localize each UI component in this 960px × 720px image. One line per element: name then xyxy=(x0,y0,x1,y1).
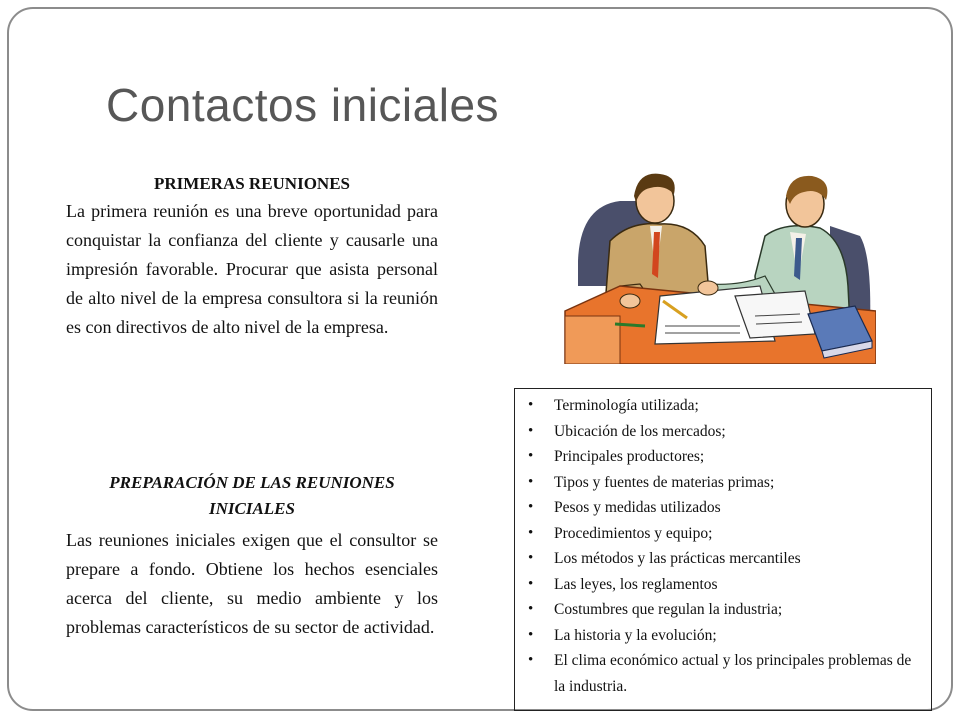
bullet-item xyxy=(521,393,921,419)
bullet-item xyxy=(521,623,921,649)
bullet-dot-icon: • xyxy=(528,626,534,643)
bullet-text: Terminología utilizada; xyxy=(554,397,699,414)
bullet-text: Pesos y medidas utilizados xyxy=(554,499,721,516)
section-heading: PREPARACIÓN DE LAS REUNIONES INICIALES xyxy=(109,473,395,518)
section-paragraph: Las reuniones iniciales exigen que el consultor se prepare a fondo. Obtiene los hechos esenciales acerca del cliente, su medio ambiente y los problemas característicos de su sector de actividad. xyxy=(66,530,438,637)
bullet-text: Tipos y fuentes de materias primas; xyxy=(554,473,775,491)
section-heading: PRIMERAS REUNIONES xyxy=(154,174,350,193)
bullet-item xyxy=(521,470,921,496)
business-meeting-clipart xyxy=(560,166,876,364)
bullet-list xyxy=(521,393,921,699)
bullet-item xyxy=(521,419,921,445)
bullet-item xyxy=(521,572,921,598)
bullet-item xyxy=(521,546,921,572)
bullet-item xyxy=(521,521,921,547)
bullet-item xyxy=(521,444,921,470)
bullet-dot-icon: • xyxy=(528,575,534,592)
bullet-dot-icon: • xyxy=(528,652,534,668)
section-preparacion xyxy=(66,470,438,642)
bullet-dot-icon: • xyxy=(528,601,534,617)
bullet-item xyxy=(521,648,921,699)
checklist-box xyxy=(514,388,932,711)
bullet-dot-icon: • xyxy=(528,550,534,566)
bullet-item xyxy=(521,597,921,623)
bullet-text: La historia y la evolución; xyxy=(554,626,717,644)
bullet-text: Ubicación de los mercados; xyxy=(554,422,726,440)
bullet-text: Principales productores; xyxy=(554,448,705,465)
slide-title: Contactos iniciales xyxy=(106,79,500,131)
bullet-dot-icon: • xyxy=(528,448,534,464)
bullet-dot-icon: • xyxy=(528,397,534,413)
section-primeras-reuniones xyxy=(66,171,438,342)
bullet-dot-icon: • xyxy=(528,473,534,490)
bullet-text: El clima económico actual y los principales problemas de la industria. xyxy=(554,652,912,695)
bullet-text: Procedimientos y equipo; xyxy=(554,524,713,542)
bullet-text: Costumbres que regulan la industria; xyxy=(554,601,783,618)
bullet-dot-icon: • xyxy=(528,422,534,439)
bullet-text: Las leyes, los reglamentos xyxy=(554,575,718,593)
bullet-dot-icon: • xyxy=(528,524,534,541)
section-paragraph: La primera reunión es una breve oportunidad para conquistar la confianza del cliente y causarle una impresión favorable. Procurar que asista personal de alto nivel de la empresa consultora si la reunión es con directivos de alto nivel de la empresa. xyxy=(66,201,438,337)
bullet-text: Los métodos y las prácticas mercantiles xyxy=(554,550,801,567)
bullet-dot-icon: • xyxy=(528,499,534,515)
bullet-item xyxy=(521,495,921,521)
